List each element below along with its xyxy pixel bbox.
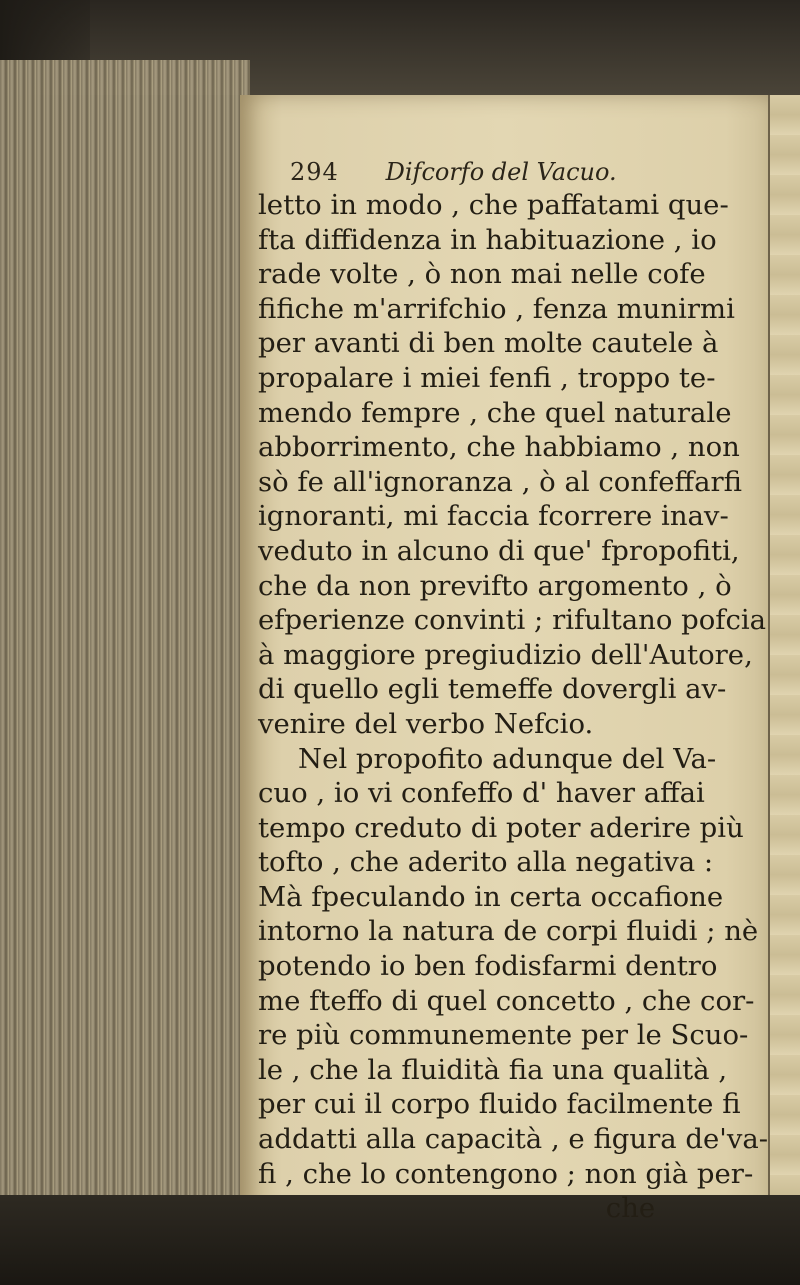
text-line: letto in modo , che paffatami que- bbox=[258, 189, 729, 221]
text-line: fifiche m'arrifchio , fenza munirmi bbox=[258, 292, 735, 325]
text-line: intorno la natura de corpi fluidi ; nè bbox=[258, 915, 759, 948]
text-line: le , che la fluidità fia una qualità , bbox=[258, 1053, 728, 1086]
text-line: potendo io ben fodisfarmi dentro bbox=[258, 950, 718, 983]
text-line: efperienze convinti ; rifultano pofcia bbox=[258, 604, 767, 637]
page-edges-right bbox=[768, 95, 800, 1215]
page-edges-left bbox=[0, 60, 250, 1240]
text-line: venire del verbo Nefcio. bbox=[258, 707, 594, 740]
text-line: cuo , io vi confeffo d' haver affai bbox=[258, 777, 705, 810]
text-line: ignoranti, mi faccia fcorrere inav- bbox=[258, 500, 729, 533]
text-line: tofto , che aderito alla negativa : bbox=[258, 846, 714, 879]
text-line: Mà fpeculando in certa occafione bbox=[258, 880, 724, 913]
text-line: sò fe all'ignoranza , ò al confeffarfi bbox=[258, 465, 742, 498]
text-line: fta diffidenza in habituazione , io bbox=[258, 223, 717, 256]
catchword: che bbox=[605, 1192, 656, 1225]
running-title: Difcorfo del Vacuo. bbox=[385, 158, 617, 186]
text-line: abborrimento, che habbiamo , non bbox=[258, 431, 740, 464]
text-line: fi , che lo contengono ; non già per- bbox=[258, 1157, 754, 1190]
text-line: propalare i miei fenfi , troppo te- bbox=[258, 361, 716, 394]
text-line: veduto in alcuno di que' fpropofiti, bbox=[258, 534, 740, 567]
text-line: à maggiore pregiudizio dell'Autore, bbox=[258, 638, 753, 671]
text-line: per cui il corpo fluido facilmente fi bbox=[258, 1088, 741, 1121]
text-line: re più communemente per le Scuo- bbox=[258, 1019, 749, 1052]
page-number: 294 bbox=[290, 158, 339, 186]
paragraph-start-line: Nel propofito adunque del Va- bbox=[298, 742, 717, 775]
text-line: per avanti di ben molte cautele à bbox=[258, 327, 719, 360]
text-line: rade volte , ò non mai nelle cofe bbox=[258, 258, 706, 291]
text-line: che da non previfto argomento , ò bbox=[258, 569, 732, 602]
page-header bbox=[290, 158, 760, 186]
text-line: mendo fempre , che quel naturale bbox=[258, 396, 732, 429]
text-line: di quello egli temeffe dovergli av- bbox=[258, 673, 727, 706]
text-line: me fteffo di quel concetto , che cor- bbox=[258, 984, 755, 1017]
text-line: addatti alla capacità , e figura de'va- bbox=[258, 1123, 769, 1156]
text-line: tempo creduto di poter aderire più bbox=[258, 811, 744, 844]
body-text bbox=[258, 188, 769, 1226]
